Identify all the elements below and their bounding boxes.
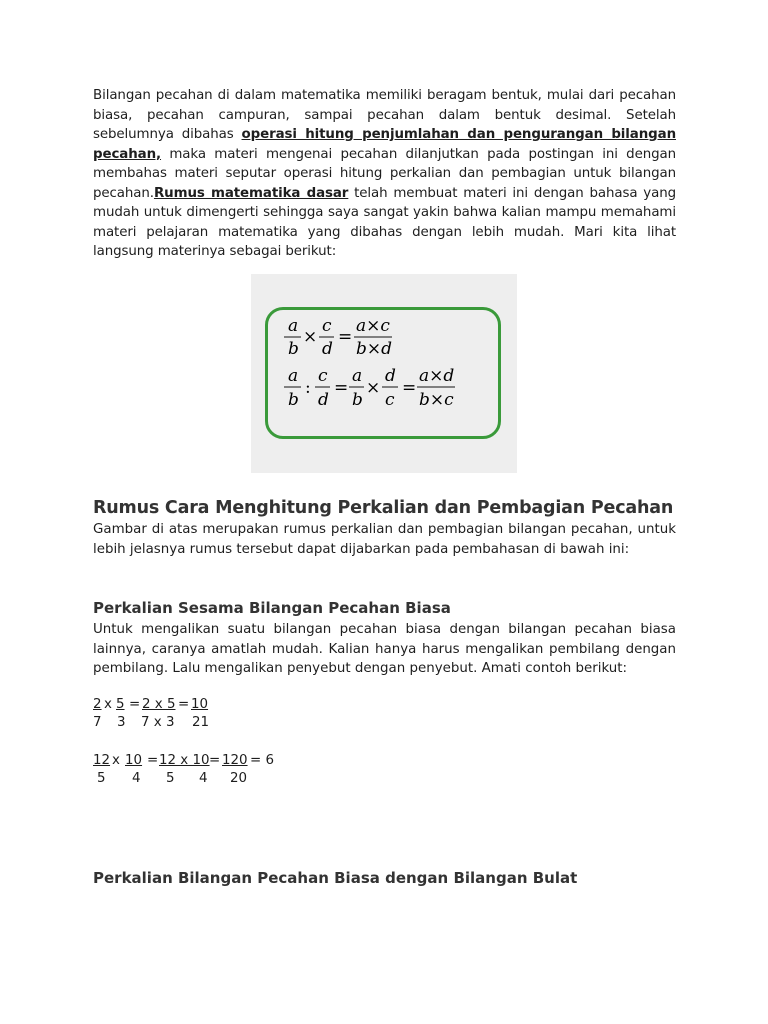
f2-equals-2: = <box>402 378 417 398</box>
ex1-num-2: 5 <box>116 697 125 712</box>
f2-c2: c <box>385 390 395 410</box>
document-page <box>93 86 677 887</box>
f2-a: a <box>288 366 299 386</box>
ex1-num-result: 10 <box>191 697 209 712</box>
ex1-eq-2: = <box>178 697 190 712</box>
ex1-times: x <box>104 697 112 712</box>
subsection-text-1: Untuk mengalikan suatu bilangan pecahan biasa dengan bilangan pecahan biasa lainnya, caranya amatlah mudah. Kalian hanya harus mengalikan pembilang dengan pembilang. Lalu mengalikan penyebut dengan penyebut. Amati contoh berikut: <box>93 622 676 676</box>
ex2-num-product: 12 x 10 <box>159 753 210 768</box>
f1-d: d <box>322 339 333 359</box>
f1-bxd: b×d <box>356 339 393 359</box>
f1-c: c <box>322 316 332 336</box>
link-rumus-matematika-dasar[interactable]: Rumus matematika dasar <box>153 185 349 201</box>
f1-equals: = <box>338 327 353 347</box>
ex2-simplified: = 6 <box>250 753 274 768</box>
f2-equals-1: = <box>334 378 349 398</box>
intro-text-3: telah membuat materi ini dengan bahasa yang mudah untuk dimengerti sehingga saya sangat yakin bahwa kalian mampu memahami materi pelajaran matematika yang dibahas dengan lebih mudah. Mari kita lihat langsung materinya sebagai berikut: <box>93 185 676 259</box>
ex2-num-2: 10 <box>125 753 143 768</box>
ex2-den-4: 4 <box>199 771 208 786</box>
ex1-eq-1: = <box>129 697 141 712</box>
ex1-den-product: 7 x 3 <box>141 715 175 730</box>
f2-d2: d <box>385 366 396 386</box>
f1-b: b <box>288 339 299 359</box>
ex1-num-product: 2 x 5 <box>142 697 176 712</box>
f2-bxc: b×c <box>419 390 454 410</box>
f2-axd: a×d <box>419 366 455 386</box>
ex2-num-1: 12 <box>93 753 111 768</box>
f1-axc: a×c <box>356 316 390 336</box>
f2-b2: b <box>352 390 363 410</box>
intro-paragraph <box>93 86 676 262</box>
f1-times: × <box>303 327 318 347</box>
ex2-eq-1: = <box>147 753 159 768</box>
ex2-den-3: 5 <box>166 771 175 786</box>
f2-times: × <box>366 378 381 398</box>
f2-a2: a <box>352 366 363 386</box>
ex2-times: x <box>112 753 120 768</box>
ex2-eq-2: = <box>209 753 221 768</box>
link-operasi-hitung[interactable]: operasi hitung penjumlahan dan pengurangan bilangan pecahan, <box>93 127 677 162</box>
ex1-den-result: 21 <box>192 715 210 730</box>
ex1-den-2: 3 <box>117 715 126 730</box>
intro-text-1: Bilangan pecahan di dalam matematika memiliki beragam bentuk, mulai dari pecahan biasa, pecahan campuran, sampai pecahan dalam bentuk desimal. Setelah sebelumnya dibahas <box>93 88 676 142</box>
ex2-num-result: 120 <box>222 753 248 768</box>
f2-colon: : <box>305 378 311 398</box>
formula-box <box>265 307 501 439</box>
subsection-title-1: Perkalian Sesama Bilangan Pecahan Biasa <box>93 599 451 617</box>
subsection-title-2: Perkalian Bilangan Pecahan Biasa dengan Bilangan Bulat <box>93 869 578 887</box>
ex2-den-2: 4 <box>132 771 141 786</box>
formula-svg <box>268 310 498 436</box>
f1-a: a <box>288 316 299 336</box>
ex2-den-result: 20 <box>230 771 248 786</box>
section-title: Rumus Cara Menghitung Perkalian dan Pembagian Pecahan <box>93 498 674 518</box>
ex2-den-1: 5 <box>97 771 106 786</box>
intro-text-2: maka materi mengenai pecahan dilanjutkan pada postingan ini dengan membahas materi seputar operasi hitung perkalian dan pembagian untuk bilangan pecahan. <box>93 146 676 201</box>
f2-c: c <box>318 366 328 386</box>
ex1-den-1: 7 <box>93 715 102 730</box>
formula-figure <box>251 274 517 473</box>
section-text: Gambar di atas merupakan rumus perkalian dan pembagian bilangan pecahan, untuk lebih jelasnya rumus tersebut dapat dijabarkan pada pembahasan di bawah ini: <box>93 522 676 557</box>
f2-b: b <box>288 390 299 410</box>
f2-d: d <box>318 390 329 410</box>
ex1-num-1: 2 <box>93 697 102 712</box>
